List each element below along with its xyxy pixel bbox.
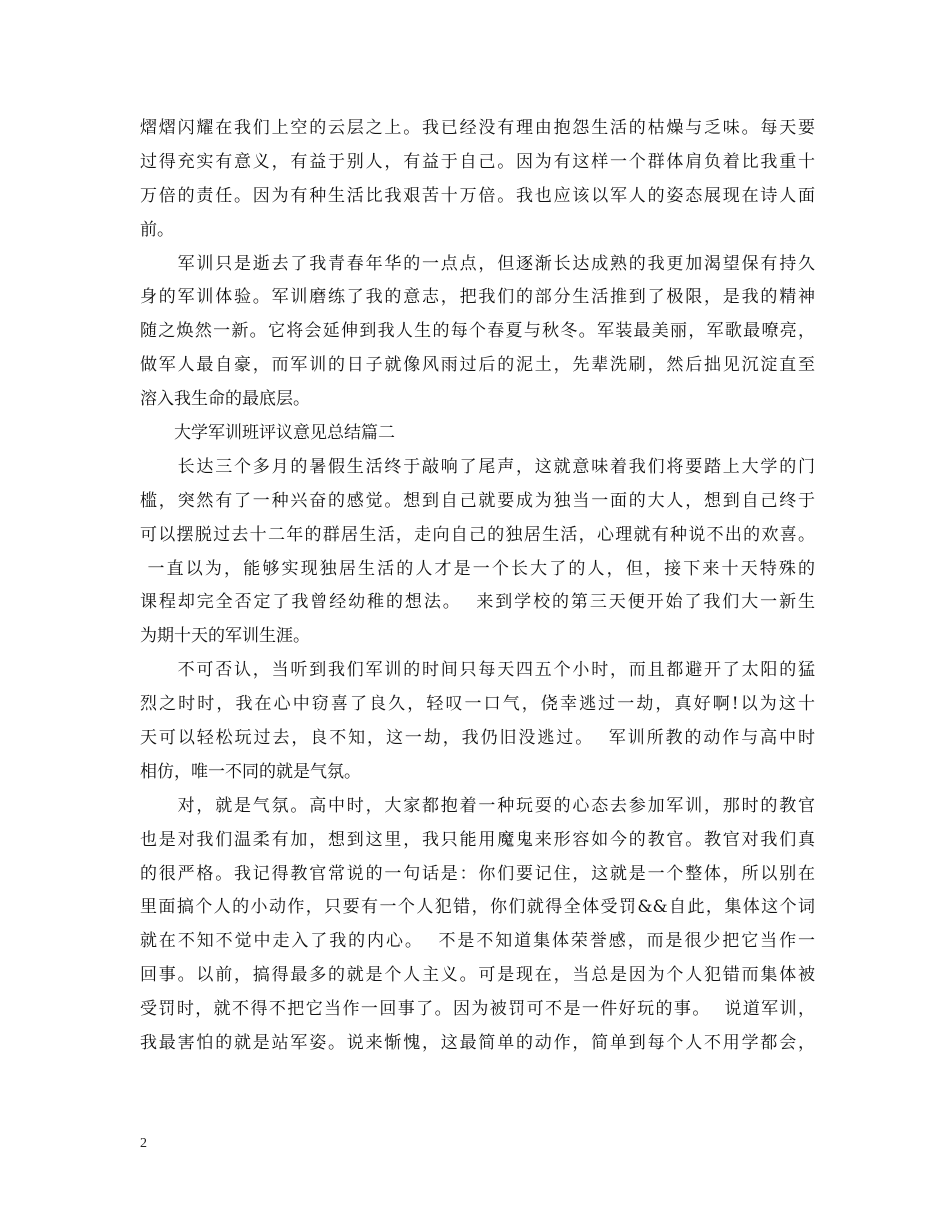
- text-line: 大学军训班评议意见总结篇二: [140, 423, 395, 444]
- text-line: 过得充实有意义，有益于别人，有益于自己。因为有这样一个群体肩负着比我重十: [140, 151, 815, 172]
- text-line: 可以摆脱过去十二年的群居生活，走向自己的独居生活，心理就有种说不出的欢喜。: [140, 524, 815, 545]
- text-line: 对，就是气氛。高中时，大家都抱着一种玩耍的心态去参加军训，那时的教官: [140, 795, 815, 816]
- text-line: 受罚时，就不得不把它当作一回事了。因为被罚可不是一件好玩的事。 说道军训，: [140, 999, 815, 1020]
- text-line: 相仿，唯一不同的就是气氛。: [140, 761, 361, 782]
- text-line: 里面搞个人的小动作，只要有一个人犯错，你们就得全体受罚&&自此，集体这个词: [140, 897, 815, 918]
- text-line: 长达三个多月的暑假生活终于敲响了尾声，这就意味着我们将要踏上大学的门: [140, 456, 815, 477]
- body-text: [140, 112, 815, 1061]
- text-line: 万倍的责任。因为有种生活比我艰苦十万倍。我也应该以军人的姿态展现在诗人面: [140, 185, 815, 206]
- text-line: 我最害怕的就是站军姿。说来惭愧，这最简单的动作，简单到每个人不用学都会，: [140, 1033, 815, 1054]
- text-line: 天可以轻松玩过去，良不知，这一劫，我仍旧没逃过。 军训所教的动作与高中时: [140, 728, 815, 749]
- text-line: 回事。以前，搞得最多的就是个人主义。可是现在，当总是因为个人犯错而集体被: [140, 965, 815, 986]
- text-line: 熠熠闪耀在我们上空的云层之上。我已经没有理由抱怨生活的枯燥与乏味。每天要: [140, 118, 815, 138]
- text-line: 身的军训体验。军训磨练了我的意志，把我们的部分生活推到了极限，是我的精神: [140, 287, 815, 308]
- text-line: 军训只是逝去了我青春年华的一点点，但逐渐长达成熟的我更加渴望保有持久: [140, 253, 815, 274]
- text-line: 不可否认，当听到我们军训的时间只每天四五个小时，而且都避开了太阳的猛: [140, 660, 815, 681]
- text-line: 做军人最自豪，而军训的日子就像风雨过后的泥土，先辈洗刷，然后拙见沉淀直至: [140, 355, 815, 376]
- text-line: 一直以为，能够实现独居生活的人才是一个长大了的人，但，接下来十天特殊的: [140, 558, 815, 579]
- text-line: 为期十天的军训生涯。: [140, 626, 310, 647]
- text-line: 的很严格。我记得教官常说的一句话是：你们要记住，这就是一个整体，所以别在: [140, 863, 815, 884]
- text-line: 烈之时时，我在心中窃喜了良久，轻叹一口气，侥幸逃过一劫，真好啊!以为这十: [140, 694, 815, 715]
- page-number: 2: [140, 1136, 147, 1151]
- text-line: 课程却完全否定了我曾经幼稚的想法。 来到学校的第三天便开始了我们大一新生: [140, 592, 815, 613]
- text-line: 随之焕然一新。它将会延伸到我人生的每个春夏与秋冬。军装最美丽，军歌最嘹亮，: [140, 321, 815, 342]
- text-line: 槛，突然有了一种兴奋的感觉。想到自己就要成为独当一面的大人，想到自己终于: [140, 490, 815, 511]
- text-line: 前。: [140, 219, 174, 240]
- text-line: 溶入我生命的最底层。: [140, 389, 310, 410]
- text-line: 也是对我们温柔有加，想到这里，我只能用魔鬼来形容如今的教官。教官对我们真: [140, 829, 815, 850]
- text-line: 就在不知不觉中走入了我的内心。 不是不知道集体荣誉感，而是很少把它当作一: [140, 931, 815, 952]
